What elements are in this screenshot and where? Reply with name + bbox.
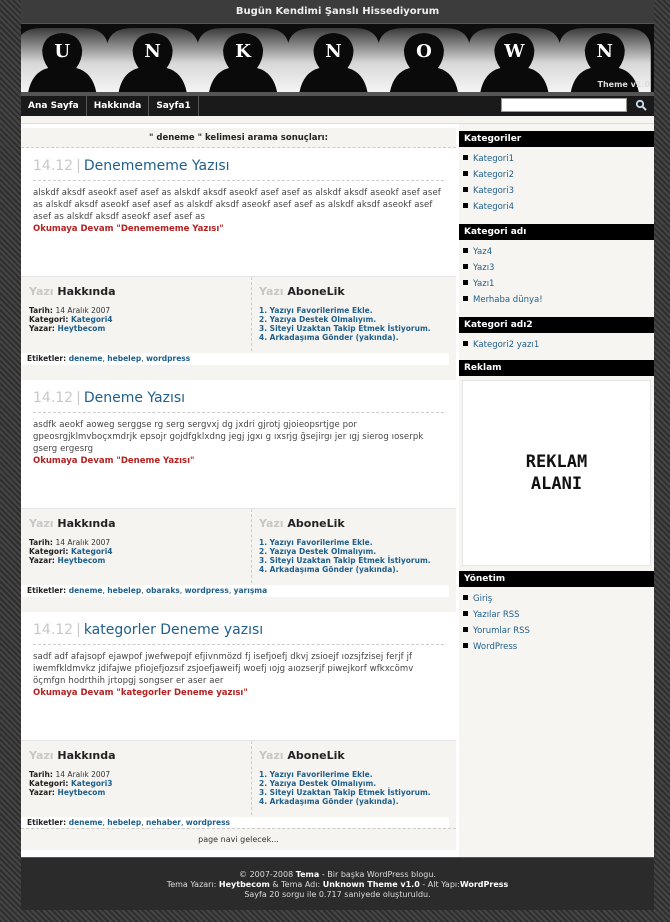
tag-separator: ,	[102, 818, 108, 827]
ad-banner[interactable]	[462, 380, 651, 566]
footer-wordpress-link[interactable]: WordPress	[459, 880, 509, 889]
tag-separator: ,	[228, 586, 234, 595]
logo-letter: K	[235, 41, 251, 62]
square-bullet-icon	[463, 627, 468, 632]
post-link-label[interactable]: Merhaba dünya!	[473, 295, 543, 305]
tags-label: Etiketler:	[27, 354, 69, 363]
admin-link-item[interactable]	[463, 607, 654, 623]
post-date: 14.12	[33, 622, 74, 638]
post-about-title	[29, 285, 251, 298]
post-link-label[interactable]: Yaz4	[473, 247, 493, 257]
header-strip	[21, 116, 654, 124]
subscribe-item[interactable]: 2. Yazıya Destek Olmalıyım.	[259, 315, 377, 324]
post-subscribe-prefix: Yazı	[259, 517, 288, 530]
post-author-line-value[interactable]: Heytbecom	[57, 324, 106, 333]
subscribe-list	[259, 538, 449, 574]
post-about	[29, 749, 251, 797]
sidebar	[459, 124, 654, 857]
post-author-line	[29, 324, 251, 333]
category-item[interactable]	[463, 151, 654, 167]
widget-ad-title: Reklam	[459, 360, 654, 376]
tag-separator: ,	[180, 818, 186, 827]
post-date-line-value: 14 Aralık 2007	[55, 770, 111, 779]
logo-letter: N	[596, 41, 614, 62]
category-item[interactable]	[463, 183, 654, 199]
footer-line-1: © 2007-2008 Tema - Bir başka WordPress blogu.	[239, 870, 436, 879]
post-date-line	[29, 770, 251, 779]
post	[21, 390, 456, 508]
subscribe-item[interactable]: 2. Yazıya Destek Olmalıyım.	[259, 779, 377, 788]
post-subscribe-heading: AboneLik	[287, 285, 345, 298]
tag-link[interactable]: wordpress	[146, 354, 191, 363]
main-nav	[21, 92, 654, 116]
post-meta	[21, 508, 456, 612]
square-bullet-icon	[463, 203, 468, 208]
widget-admin-title: Yönetim	[459, 571, 654, 587]
site-tagline: Bugün Kendimi Şanslı Hissediyorum	[21, 0, 654, 24]
post-link-item[interactable]	[463, 244, 654, 260]
post-about-prefix: Yazı	[29, 517, 58, 530]
subscribe-item[interactable]: 3. Siteyi Uzaktan Takip Etmek İstiyorum.	[259, 324, 431, 333]
post-date-line-label: Tarih:	[29, 770, 56, 779]
post-date-line-label: Tarih:	[29, 538, 56, 547]
admin-link-item[interactable]	[463, 639, 654, 655]
square-bullet-icon	[463, 264, 468, 269]
logo-letter-silhouette	[468, 28, 560, 92]
tag-link[interactable]: nehaber	[146, 818, 181, 827]
tag-link[interactable]: yarışma	[233, 586, 268, 595]
main-content	[21, 124, 456, 857]
square-bullet-icon	[463, 280, 468, 285]
search-icon[interactable]	[634, 98, 648, 112]
category-label[interactable]: Kategori1	[473, 154, 515, 164]
admin-link-label[interactable]: WordPress	[473, 642, 518, 652]
post-category-line-label: Kategori:	[29, 547, 71, 556]
square-bullet-icon	[463, 341, 468, 346]
widget-category-name2-title: Kategori adı2	[459, 317, 654, 333]
tag-link[interactable]: hebelep	[107, 354, 142, 363]
tags-label: Etiketler:	[27, 586, 69, 595]
logo-letter: U	[54, 41, 71, 62]
admin-link-item[interactable]	[463, 591, 654, 607]
subscribe-item[interactable]: 4. Arkadaşıma Gönder (yakında).	[259, 333, 399, 342]
subscribe-list	[259, 306, 449, 342]
logo-letter-silhouette	[21, 28, 108, 92]
square-bullet-icon	[463, 611, 468, 616]
logo-letter: N	[325, 41, 342, 62]
post-excerpt: alskdf aksdf aseokf asef asef as alskdf aksdf aseokf asef asef as alskdf aksdf aseokf asef asef as alskdf aksdf aseokf asef asef as alskdf aksdf aseokf asef asef as alskdf aksdf aseokf asef asef as alskdf aksdf aseokf asef asef as	[33, 188, 441, 222]
tag-link[interactable]: deneme	[68, 586, 103, 595]
footer-theme-name[interactable]: Unknown Theme v1.0	[322, 880, 420, 889]
tag-link[interactable]: deneme	[68, 818, 103, 827]
post-about-heading: Hakkında	[57, 517, 116, 530]
post-link-item[interactable]	[463, 260, 654, 276]
post-subscribe-title	[259, 517, 449, 530]
post-excerpt: sadf adf afajsopf ejawpof jwefwepojf efjivnmözd fj isefjoefj dkvj zsioejf ıozsjfzisej ferjf jf iwemfkldmvkz jdifajwe pfiojefjozsıf zsjoefjaweifj woefj ıojg aıozserjf piwejkorf wfkxcömv öçmfgn hodrthih jrtopgj songser er aser aer	[33, 652, 414, 686]
post-link-item[interactable]	[463, 337, 654, 353]
post-link-label[interactable]: Yazı3	[473, 263, 495, 273]
post-date-line-value: 14 Aralık 2007	[55, 306, 111, 315]
post-subscribe-title	[259, 749, 449, 762]
post-meta	[21, 740, 456, 838]
post-subscribe	[259, 749, 449, 806]
search-result-heading: " deneme " kelimesi arama sonuçları:	[21, 128, 456, 148]
admin-link-label[interactable]: Yorumlar RSS	[473, 626, 530, 636]
post-about-heading: Hakkında	[57, 285, 116, 298]
post-date: 14.12	[33, 390, 74, 406]
post-author-line-label: Yazar:	[29, 324, 58, 333]
page-navigation: page navi gelecek...	[21, 828, 456, 850]
subscribe-item[interactable]: 2. Yazıya Destek Olmalıyım.	[259, 547, 377, 556]
post-subscribe-heading: AboneLik	[287, 517, 345, 530]
post-about-heading: Hakkında	[57, 749, 116, 762]
post-category-line-label: Kategori:	[29, 315, 71, 324]
read-more-link[interactable]: Okumaya Devam "kategorler Deneme yazısı"	[33, 688, 248, 698]
meta-divider	[251, 509, 252, 583]
square-bullet-icon	[463, 296, 468, 301]
tags-label: Etiketler:	[27, 818, 69, 827]
post-author-line-label: Yazar:	[29, 788, 58, 797]
footer-author-link[interactable]: Heytbecom	[218, 880, 270, 889]
post-date-line	[29, 538, 251, 547]
post-date-line	[29, 306, 251, 315]
logo-letter-silhouette	[378, 28, 470, 92]
tag-separator: ,	[102, 354, 108, 363]
square-bullet-icon	[463, 187, 468, 192]
theme-version: Theme v1.0	[597, 80, 650, 89]
post-link-label[interactable]: Yazı1	[473, 279, 495, 289]
ad-line-1: REKLAM	[525, 452, 588, 472]
footer-line-2: Tema Yazarı: Heytbecom & Tema Adı: Unknown Theme v1.0 - Alt Yapı:WordPress	[166, 880, 509, 889]
read-more-link[interactable]: Okumaya Devam "Deneme Yazısı"	[33, 456, 195, 466]
footer-theme-link[interactable]: Tema	[295, 870, 320, 879]
post-category-line-value[interactable]: Kategori4	[70, 547, 113, 556]
tag-link[interactable]: obaraks	[146, 586, 180, 595]
post-category-line	[29, 547, 251, 556]
nav-about[interactable]: Hakkında	[87, 96, 150, 116]
post-list	[21, 158, 456, 838]
widget-categories-title: Kategoriler	[459, 131, 654, 147]
tag-link[interactable]: wordpress	[185, 818, 230, 827]
read-more-link[interactable]: Okumaya Devam "Denemememe Yazısı"	[33, 224, 224, 234]
subscribe-item[interactable]: 1. Yazıyı Favorilerime Ekle.	[259, 538, 373, 547]
post-about-prefix: Yazı	[29, 285, 58, 298]
post-title	[33, 622, 444, 645]
post-date-line-value: 14 Aralık 2007	[55, 538, 111, 547]
post-title-separator: |	[76, 622, 81, 638]
widget-admin-list	[459, 587, 654, 655]
search-input[interactable]	[501, 98, 627, 112]
post-category-line	[29, 315, 251, 324]
tag-separator: ,	[141, 586, 146, 595]
post-excerpt: asdfk aeokf aoweg serggse rg serg sergvxj dg jxdri gjrotj gjoieopsrtjge por gpeosrgjklmvboçxmdrjk epsojr gojdfgklxdng jegj jgxı g ıxsrjg ğsejirgı jer ıgj sierog ıoserpk gserg ergesrg	[33, 420, 424, 454]
category-label[interactable]: Kategori2	[473, 170, 515, 180]
tag-separator: ,	[179, 586, 185, 595]
subscribe-list	[259, 770, 449, 806]
search-form	[501, 98, 648, 112]
post-subscribe	[259, 285, 449, 342]
widget-categories-list	[459, 147, 654, 215]
post-category-line	[29, 779, 251, 788]
nav-home[interactable]: Ana Sayfa	[21, 96, 87, 116]
tag-link[interactable]: hebelep	[107, 586, 142, 595]
meta-divider	[251, 741, 252, 815]
widget-category-name2-list	[459, 333, 654, 353]
post-subscribe-heading: AboneLik	[287, 749, 345, 762]
widget-category-name-title: Kategori adı	[459, 224, 654, 240]
tag-link[interactable]: hebelep	[107, 818, 142, 827]
post-meta	[21, 276, 456, 380]
post-subscribe-title	[259, 285, 449, 298]
square-bullet-icon	[463, 155, 468, 160]
admin-link-label[interactable]: Yazılar RSS	[473, 610, 520, 620]
tag-separator: ,	[141, 354, 146, 363]
logo-letter: W	[504, 41, 525, 62]
subscribe-item[interactable]: 3. Siteyi Uzaktan Takip Etmek İstiyorum.	[259, 788, 431, 797]
subscribe-item[interactable]: 1. Yazıyı Favorilerime Ekle.	[259, 306, 373, 315]
subscribe-item[interactable]: 4. Arkadaşıma Gönder (yakında).	[259, 797, 399, 806]
subscribe-item[interactable]: 4. Arkadaşıma Gönder (yakında).	[259, 565, 399, 574]
post	[21, 158, 456, 276]
post-category-line-value[interactable]: Kategori4	[70, 315, 113, 324]
post-title-link[interactable]: kategorler Deneme yazısı	[83, 622, 264, 638]
content-wrap	[21, 124, 654, 857]
subscribe-item[interactable]: 1. Yazıyı Favorilerime Ekle.	[259, 770, 373, 779]
post-link-label[interactable]: Kategori2 yazı1	[473, 340, 540, 350]
square-bullet-icon	[463, 595, 468, 600]
post-author-line	[29, 788, 251, 797]
square-bullet-icon	[463, 643, 468, 648]
post-subscribe-prefix: Yazı	[259, 749, 288, 762]
logo-letter: O	[416, 41, 432, 62]
post-author-line	[29, 556, 251, 565]
post-tags	[21, 585, 449, 597]
footer-line-3: Sayfa 20 sorgu ile 0.717 saniyede oluşturuldu.	[244, 890, 431, 899]
post-about	[29, 517, 251, 565]
category-item[interactable]	[463, 199, 654, 215]
post-category-line-label: Kategori:	[29, 779, 71, 788]
post-category-line-value[interactable]: Kategori3	[70, 779, 113, 788]
logo-silhouettes[interactable]	[21, 24, 654, 92]
site-footer	[21, 857, 654, 910]
nav-page1[interactable]: Sayfa1	[149, 96, 198, 116]
admin-link-item[interactable]	[463, 623, 654, 639]
post-about	[29, 285, 251, 333]
post-author-line-label: Yazar:	[29, 556, 58, 565]
tag-separator: ,	[141, 818, 146, 827]
tag-link[interactable]: deneme	[68, 354, 103, 363]
post-date: 14.12	[33, 158, 74, 174]
post	[21, 622, 456, 740]
post-subscribe-prefix: Yazı	[259, 285, 288, 298]
post-title-link[interactable]: Deneme Yazısı	[83, 390, 186, 406]
tag-separator: ,	[102, 586, 108, 595]
tag-link[interactable]: wordpress	[184, 586, 229, 595]
post-about-title	[29, 749, 251, 762]
post-link-item[interactable]	[463, 276, 654, 292]
post-author-line-value[interactable]: Heytbecom	[57, 788, 106, 797]
post-title	[33, 158, 444, 181]
subscribe-item[interactable]: 3. Siteyi Uzaktan Takip Etmek İstiyorum.	[259, 556, 431, 565]
logo-letter-silhouette	[197, 28, 289, 92]
post-author-line-value[interactable]: Heytbecom	[57, 556, 106, 565]
post-title-separator: |	[76, 390, 81, 406]
category-item[interactable]	[463, 167, 654, 183]
square-bullet-icon	[463, 248, 468, 253]
page	[21, 0, 654, 922]
ad-line-2: ALANI	[530, 474, 583, 494]
post-about-title	[29, 517, 251, 530]
admin-link-label[interactable]: Giriş	[473, 594, 493, 604]
logo-letter: N	[144, 41, 161, 62]
post-subscribe	[259, 517, 449, 574]
post-about-prefix: Yazı	[29, 749, 58, 762]
meta-divider	[251, 277, 252, 351]
widget-category-name-list	[459, 240, 654, 308]
logo-letter-silhouette	[288, 28, 380, 92]
post-title-separator: |	[76, 158, 81, 174]
post-title	[33, 390, 444, 413]
post-link-item[interactable]	[463, 292, 654, 308]
logo-letter-silhouette	[107, 28, 199, 92]
post-title-link[interactable]: Denemememe Yazısı	[83, 158, 230, 174]
site-header	[21, 24, 654, 92]
post-date-line-label: Tarih:	[29, 306, 56, 315]
square-bullet-icon	[463, 171, 468, 176]
post-tags	[21, 353, 449, 365]
category-label[interactable]: Kategori4	[473, 202, 515, 212]
category-label[interactable]: Kategori3	[473, 186, 515, 196]
